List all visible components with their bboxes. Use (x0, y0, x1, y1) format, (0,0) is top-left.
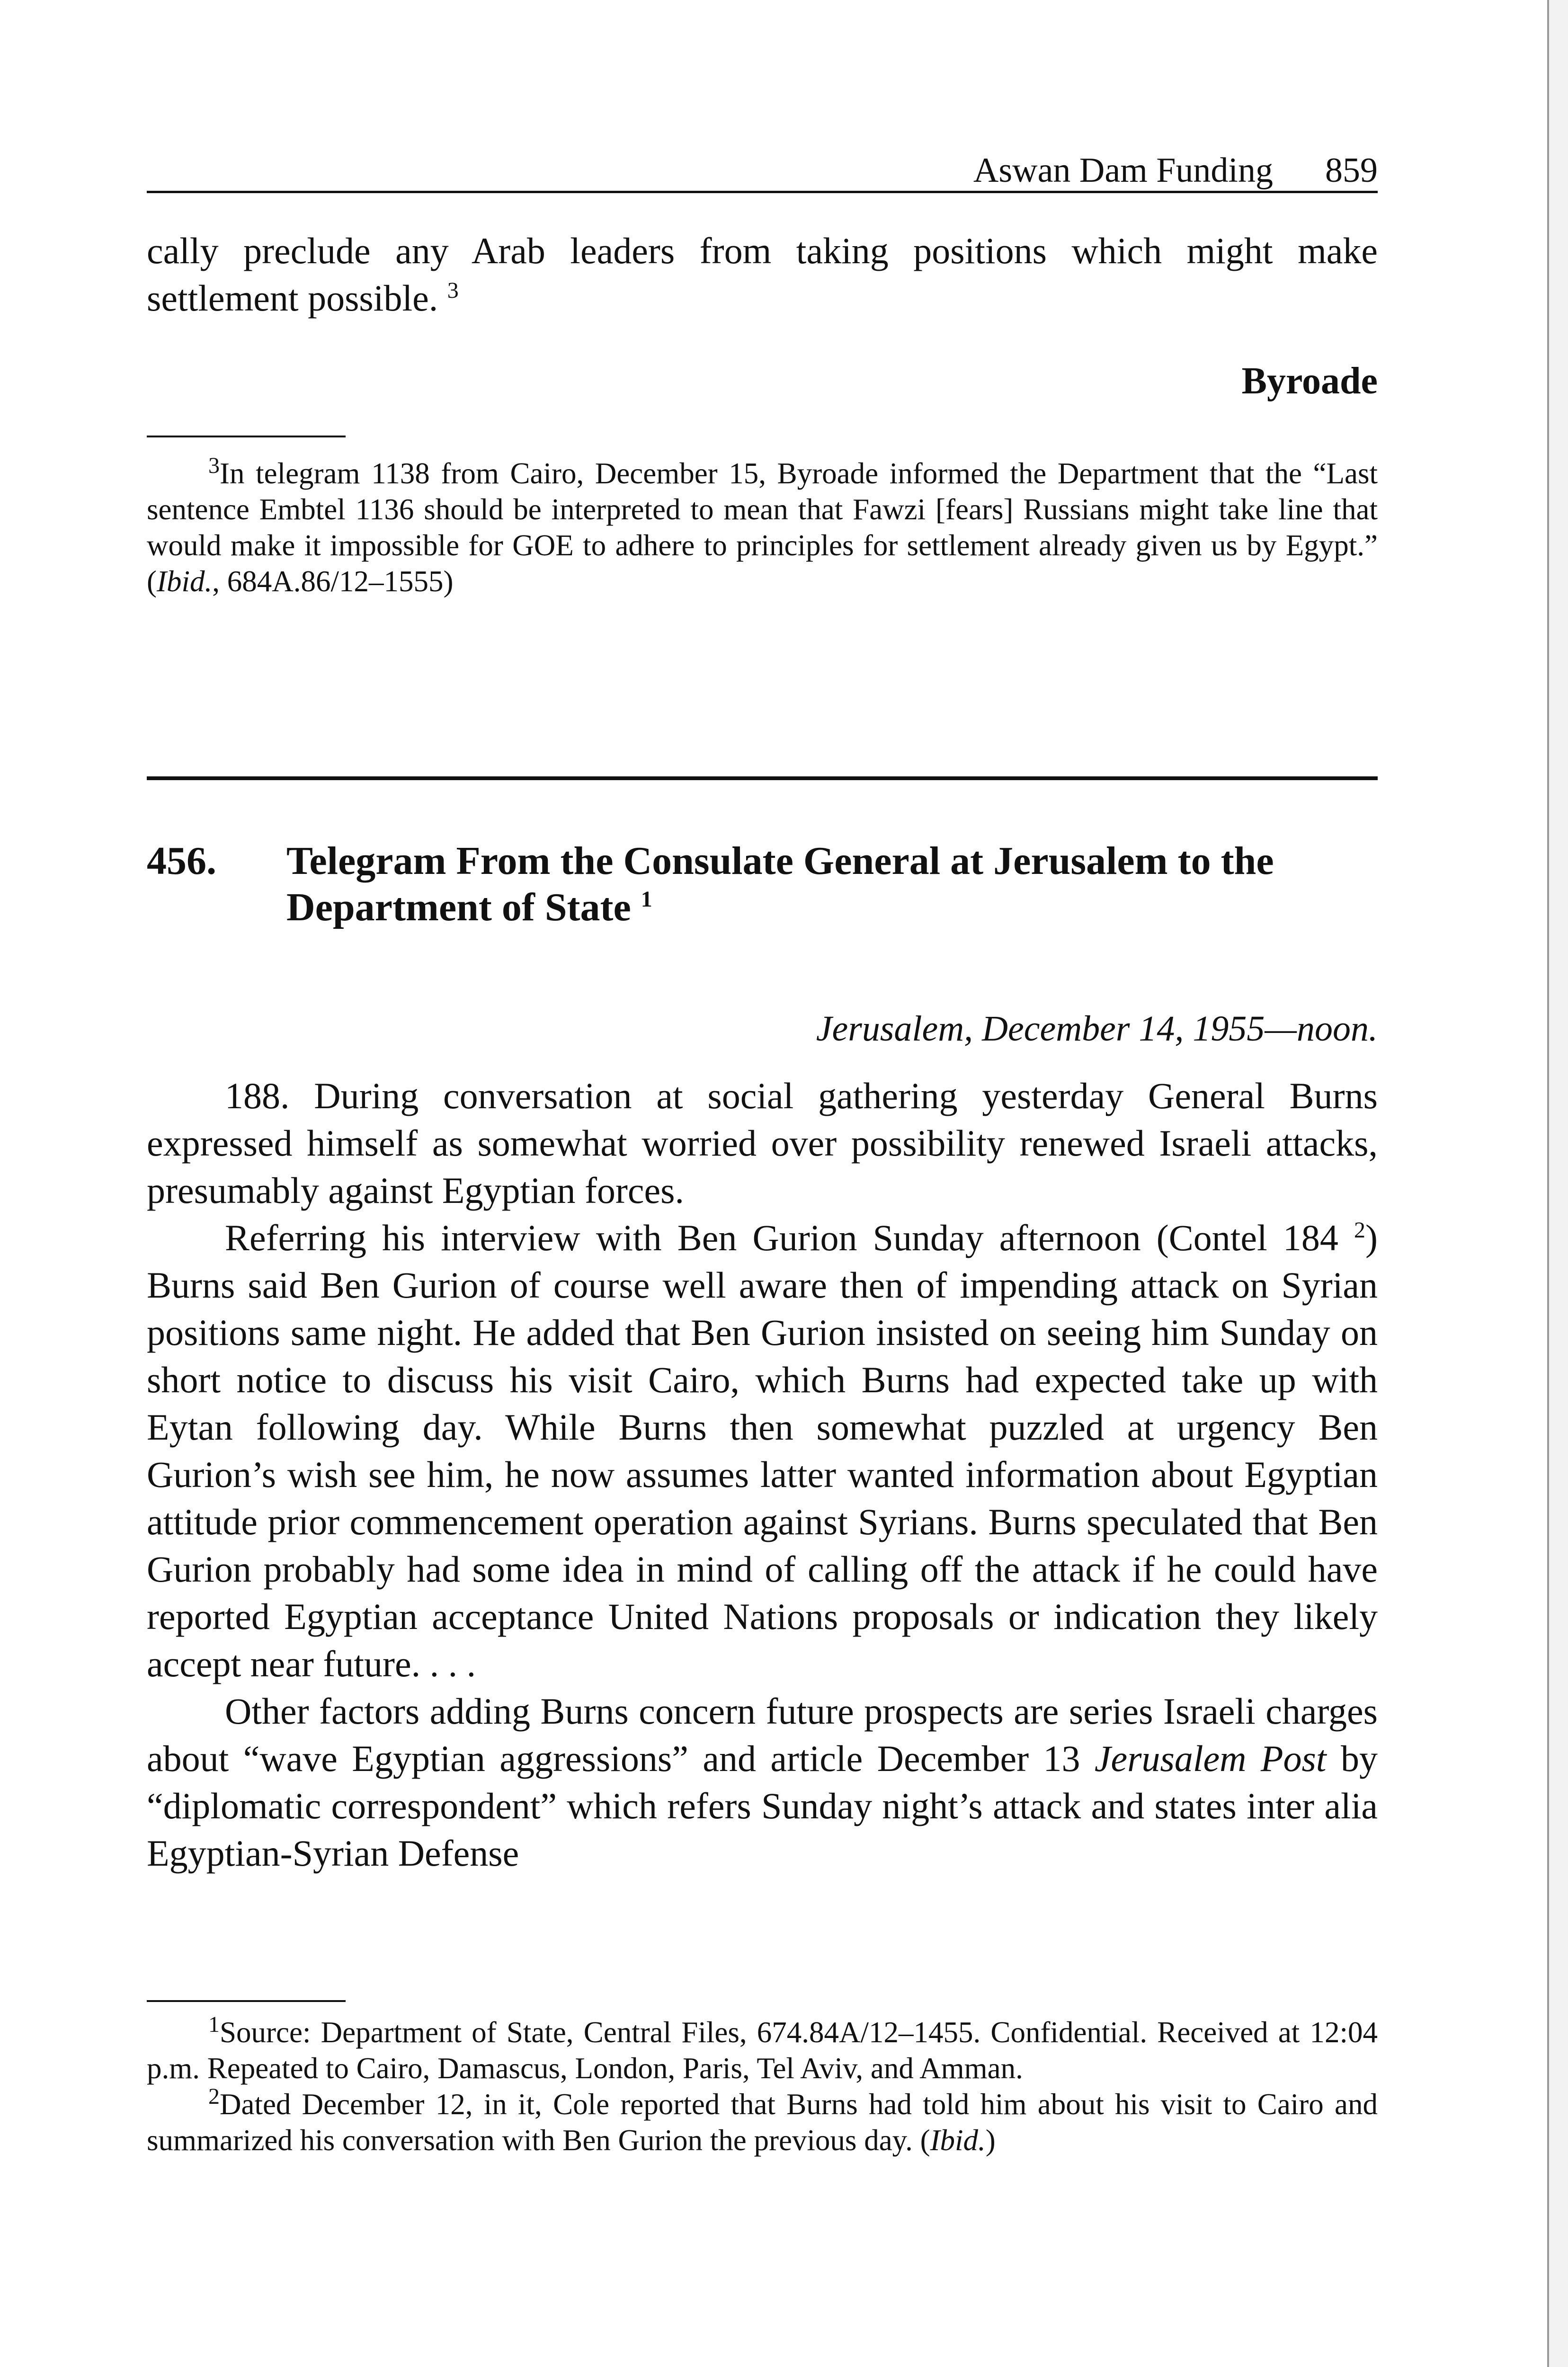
body-paragraph-3-rest: by “diplomatic correspondent” which refers Sunday night’s attack and states inter alia Egyptian-Syrian Defense (147, 1738, 1378, 1874)
footnote-2-text: Dated December 12, in it, Cole reported that Burns had told him about his visit to Cairo and summarized his conversation with Ben Gurion the previous day. ( (147, 2088, 1378, 2157)
footnote-2-tail: ) (985, 2124, 996, 2157)
footnotes (147, 2014, 1378, 2158)
body-paragraph-2-rest: ) Burns said Ben Gurion of course well aware then of impending attack on Syrian positions same night. He added that Ben Gurion insisted on seeing him Sunday on short notice to discuss his visit Cairo, which Burns had expected take up with Eytan following day. While Burns then somewhat puzzled at urgency Ben Gurion’s wish see him, he now assumes latter wanted information about Egyptian attitude prior commencement operation against Syrians. Burns speculated that Ben Gurion probably had some idea in mind of calling off the attack if he could have reported Egyptian acceptance United Nations proposals or indication they likely accept near future. . . . (147, 1217, 1378, 1684)
body-paragraph-2 (147, 1214, 1378, 1688)
footnote-3-tail: , 684A.86/12–1555) (212, 565, 454, 598)
footnote-ref-1: 1 (641, 887, 652, 912)
newspaper-title: Jerusalem Post (1094, 1738, 1327, 1779)
carryover-text: cally preclude any Arab leaders from taking positions which might make settlement possible. (147, 230, 1378, 319)
footnote-3 (147, 455, 1378, 599)
page-number: 859 (1325, 151, 1378, 190)
section-divider (147, 776, 1378, 780)
body-paragraph-1: 188. During conversation at social gathering yesterday General Burns expressed himself as somewhat worried over possibility renewed Israeli attacks, presumably against Egyptian forces. (147, 1075, 1378, 1211)
body-paragraph-3-start: Other factors adding Burns concern future prospects are series Israeli charges about “wave Egyptian aggressions” and article December 13 (147, 1691, 1378, 1779)
footnote-marker-3: 3 (208, 453, 220, 478)
footnote-marker-2: 2 (208, 2084, 220, 2109)
document-title-text: Telegram From the Consulate General at Jerusalem to the Department of State (286, 839, 1274, 929)
footnote-ref-2: 2 (1354, 1218, 1366, 1243)
running-header (147, 141, 1378, 193)
footnote-rule-bottom (147, 2000, 346, 2002)
signature: Byroade (1241, 360, 1378, 402)
footnote-2 (147, 2086, 1378, 2158)
document-title (286, 838, 1385, 931)
footnote-rule (147, 436, 346, 437)
dateline: Jerusalem, December 14, 1955—noon. (816, 1009, 1378, 1049)
page-edge-shadow (1547, 0, 1568, 2367)
footnote-1 (147, 2014, 1378, 2086)
footnote-1-text: Source: Department of State, Central Files, 674.84A/12–1455. Confidential. Received at 12:04 p.m. Repeated to Cairo, Damascus, London, Paris, Tel Aviv, and Amman. (147, 2016, 1378, 2085)
footnote-2-ibid: Ibid. (930, 2124, 986, 2157)
footnote-3-ibid: Ibid. (156, 565, 213, 598)
document-number: 456. (147, 839, 216, 883)
footnote-ref-3: 3 (447, 278, 459, 303)
footnote-marker-1: 1 (208, 2012, 220, 2037)
carryover-paragraph (147, 227, 1378, 322)
running-title: Aswan Dam Funding (973, 151, 1273, 190)
document-body (147, 1072, 1378, 1877)
body-paragraph-3 (147, 1688, 1378, 1877)
body-paragraph-2-start: Referring his interview with Ben Gurion Sunday afternoon (Contel 184 (225, 1217, 1338, 1258)
footnote-3-text: In telegram 1138 from Cairo, December 15, Byroade informed the Department that the “Last sentence Embtel 1136 should be interpreted to mean that Fawzi [fears] Russians might take line that would make it impossible for GOE to adhere to principles for settlement already given us by Egypt.” ( (147, 457, 1378, 598)
